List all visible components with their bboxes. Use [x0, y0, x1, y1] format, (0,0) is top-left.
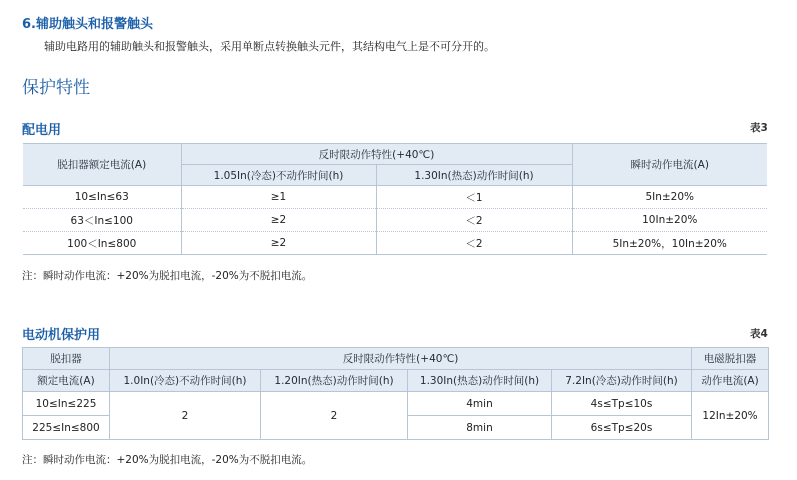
cell-nontrip: ≥2	[181, 232, 376, 255]
header-inverse-time: 反时限动作特性(+40℃)	[110, 348, 692, 370]
distribution-title: 配电用	[22, 123, 62, 138]
table-number: 表4	[750, 328, 768, 340]
header-trip-time-130: 1.30In(热态)动作时间(h)	[408, 370, 552, 392]
header-rated-current: 脱扣器	[23, 348, 110, 370]
distribution-table	[23, 143, 767, 255]
header-trip-time-72: 7.2In(冷态)动作时间(h)	[552, 370, 692, 392]
cell-trip-130: 8min	[408, 416, 552, 440]
cell-rated: 63＜In≤100	[23, 209, 181, 232]
header-rated-current: 脱扣器额定电流(A)	[23, 144, 181, 186]
cell-trip: ＜2	[376, 209, 572, 232]
cell-trip: ＜2	[376, 232, 572, 255]
motor-note: 注：瞬时动作电流：+20%为脱扣电流，-20%为不脱扣电流。	[22, 454, 313, 466]
section-title: 6.辅助触头和报警触头	[22, 17, 153, 32]
cell-nontrip: ≥2	[181, 209, 376, 232]
distribution-note: 注：瞬时动作电流：+20%为脱扣电流，-20%为不脱扣电流。	[22, 270, 313, 282]
header-trip-time-120: 1.20In(热态)动作时间(h)	[261, 370, 408, 392]
cell-trip-130: 4min	[408, 392, 552, 416]
section-text: 辅助电路用的辅助触头和报警触头，采用单断点转换触头元件，其结构电气上是不可分开的。	[44, 40, 495, 53]
motor-table	[22, 347, 769, 440]
cell-rated: 225≤In≤800	[23, 416, 110, 440]
cell-instant: 10In±20%	[572, 209, 767, 232]
table-row	[23, 186, 767, 209]
header-nontrip-time: 1.05In(冷态)不动作时间(h)	[181, 165, 376, 186]
cell-nontrip: 2	[110, 392, 261, 440]
cell-trip: ＜1	[376, 186, 572, 209]
table-row	[23, 232, 767, 255]
cell-trip-72: 6s≤Tp≤20s	[552, 416, 692, 440]
table-number: 表3	[750, 122, 768, 134]
cell-rated: 10≤In≤63	[23, 186, 181, 209]
table-row	[23, 392, 769, 416]
cell-rated: 10≤In≤225	[23, 392, 110, 416]
cell-instant: 5In±20%	[572, 186, 767, 209]
cell-instant: 12In±20%	[692, 392, 769, 440]
cell-trip-72: 4s≤Tp≤10s	[552, 392, 692, 416]
motor-title: 电动机保护用	[22, 328, 101, 343]
table-row	[23, 209, 767, 232]
header-instant-current: 电磁脱扣器	[692, 348, 769, 370]
header-instant-current: 瞬时动作电流(A)	[572, 144, 767, 186]
protection-title: 保护特性	[22, 78, 90, 98]
header-nontrip-time: 1.0In(冷态)不动作时间(h)	[110, 370, 261, 392]
cell-rated: 100＜In≤800	[23, 232, 181, 255]
cell-nontrip: ≥1	[181, 186, 376, 209]
header-inverse-time: 反时限动作特性(+40℃)	[181, 144, 572, 165]
header-instant-current-line2: 动作电流(A)	[692, 370, 769, 392]
header-trip-time: 1.30In(热态)动作时间(h)	[376, 165, 572, 186]
cell-instant: 5In±20%，10In±20%	[572, 232, 767, 255]
header-rated-current-line2: 额定电流(A)	[23, 370, 110, 392]
cell-trip-120: 2	[261, 392, 408, 440]
